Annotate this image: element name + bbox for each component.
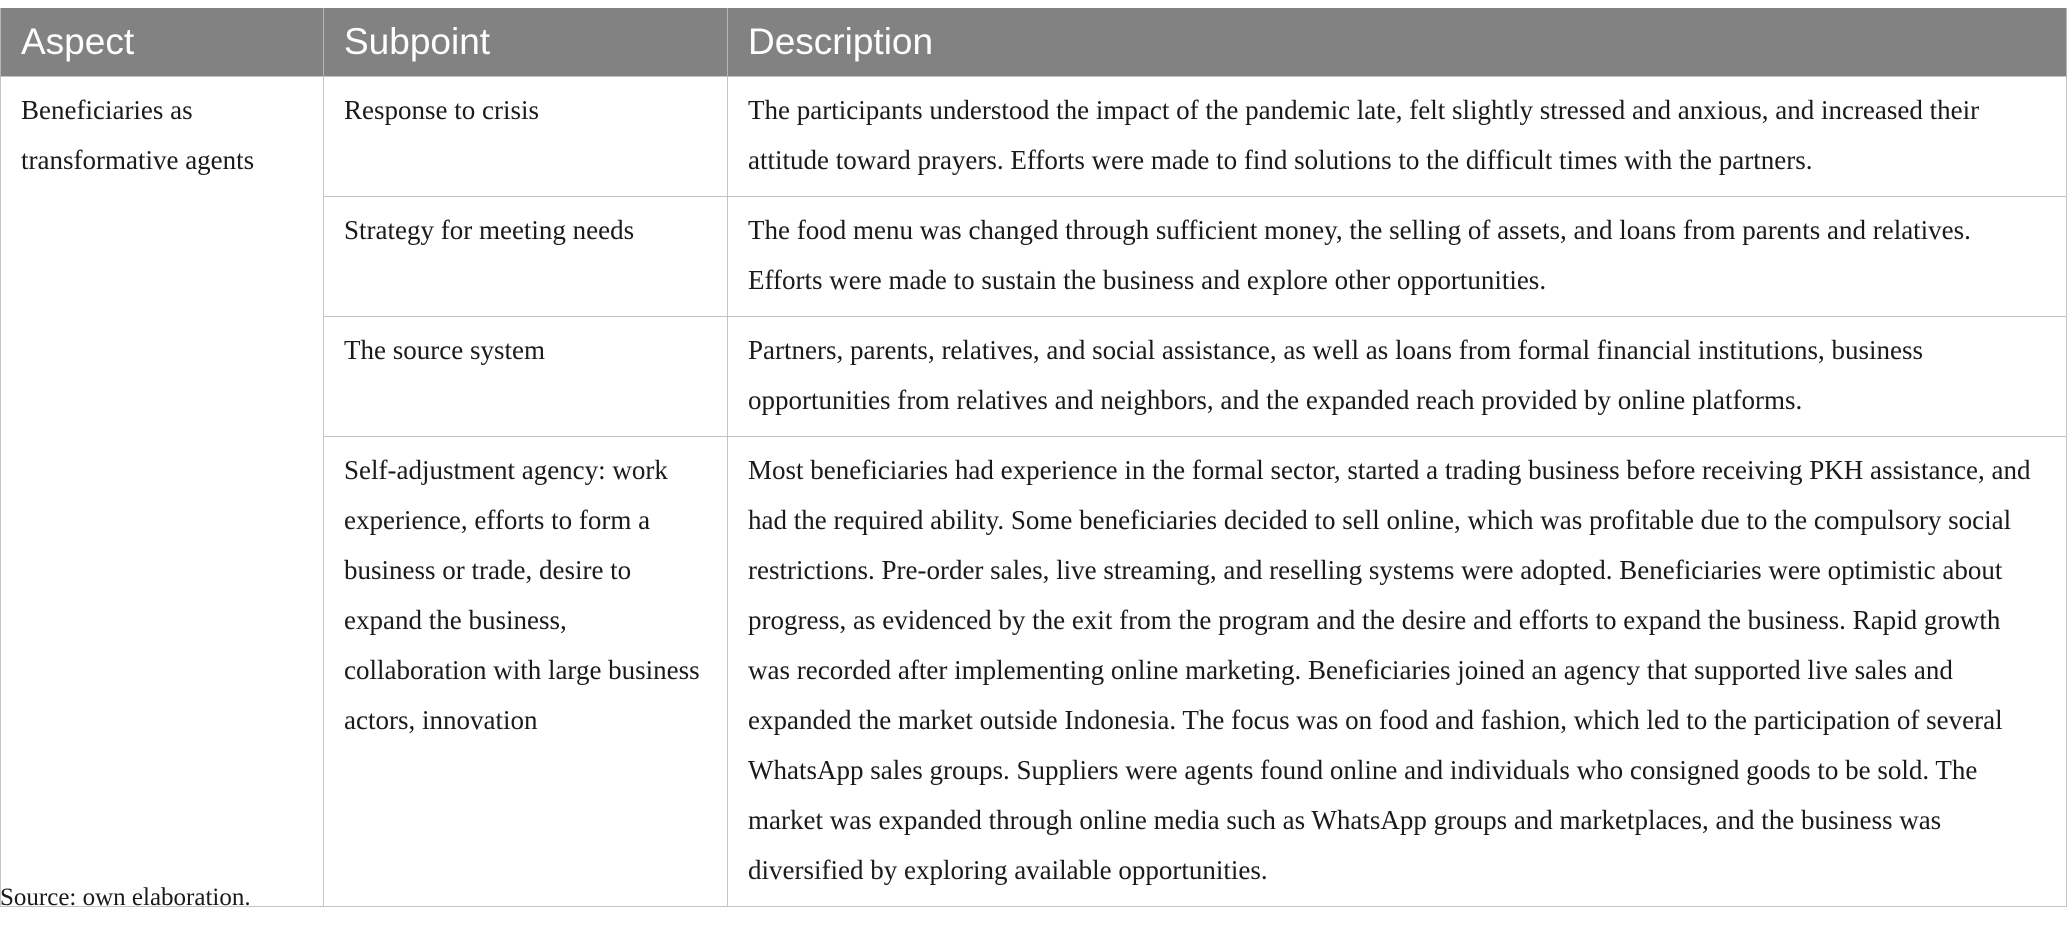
description-cell: The food menu was changed through sufficient money, the selling of assets, and loans from parents and relatives. Efforts were made to sustain the business and explore other opportunities. [728, 196, 2067, 316]
table-header [1, 8, 2067, 76]
subpoint-cell: Strategy for meeting needs [324, 196, 728, 316]
header-subpoint: Subpoint [324, 8, 728, 76]
subpoint-cell: Self-adjustment agency: work experience, efforts to form a business or trade, desire to expand the business, collaboration with large business actors, innovation [324, 436, 728, 906]
table-row [1, 76, 2067, 196]
description-cell: Partners, parents, relatives, and social assistance, as well as loans from formal financial institutions, business opportunities from relatives and neighbors, and the expanded reach provided by online platforms. [728, 316, 2067, 436]
description-cell: Most beneficiaries had experience in the formal sector, started a trading business before receiving PKH assistance, and had the required ability. Some beneficiaries decided to sell online, which was profitable due to the compulsory social restrictions. Pre-order sales, live streaming, and reselling systems were adopted. Beneficiaries were optimistic about progress, as evidenced by the exit from the program and the desire and efforts to expand the business. Rapid growth was recorded after implementing online marketing. Beneficiaries joined an agency that supported live sales and expanded the market outside Indonesia. The focus was on food and fashion, which led to the participation of several WhatsApp sales groups. Suppliers were agents found online and individuals who consigned goods to be sold. The market was expanded through online media such as WhatsApp groups and marketplaces, and the business was diversified by exploring available opportunities. [728, 436, 2067, 906]
table-body [1, 76, 2067, 906]
header-aspect: Aspect [1, 8, 324, 76]
header-description: Description [728, 8, 2067, 76]
source-note: Source: own elaboration. [0, 884, 251, 911]
aspect-cell: Beneficiaries as transformative agents [1, 76, 324, 906]
description-cell: The participants understood the impact of the pandemic late, felt slightly stressed and anxious, and increased their attitude toward prayers. Efforts were made to find solutions to the difficult times with the partners. [728, 76, 2067, 196]
header-row [1, 8, 2067, 76]
data-table [0, 8, 2067, 907]
data-table-container [0, 8, 2066, 907]
subpoint-cell: Response to crisis [324, 76, 728, 196]
subpoint-cell: The source system [324, 316, 728, 436]
